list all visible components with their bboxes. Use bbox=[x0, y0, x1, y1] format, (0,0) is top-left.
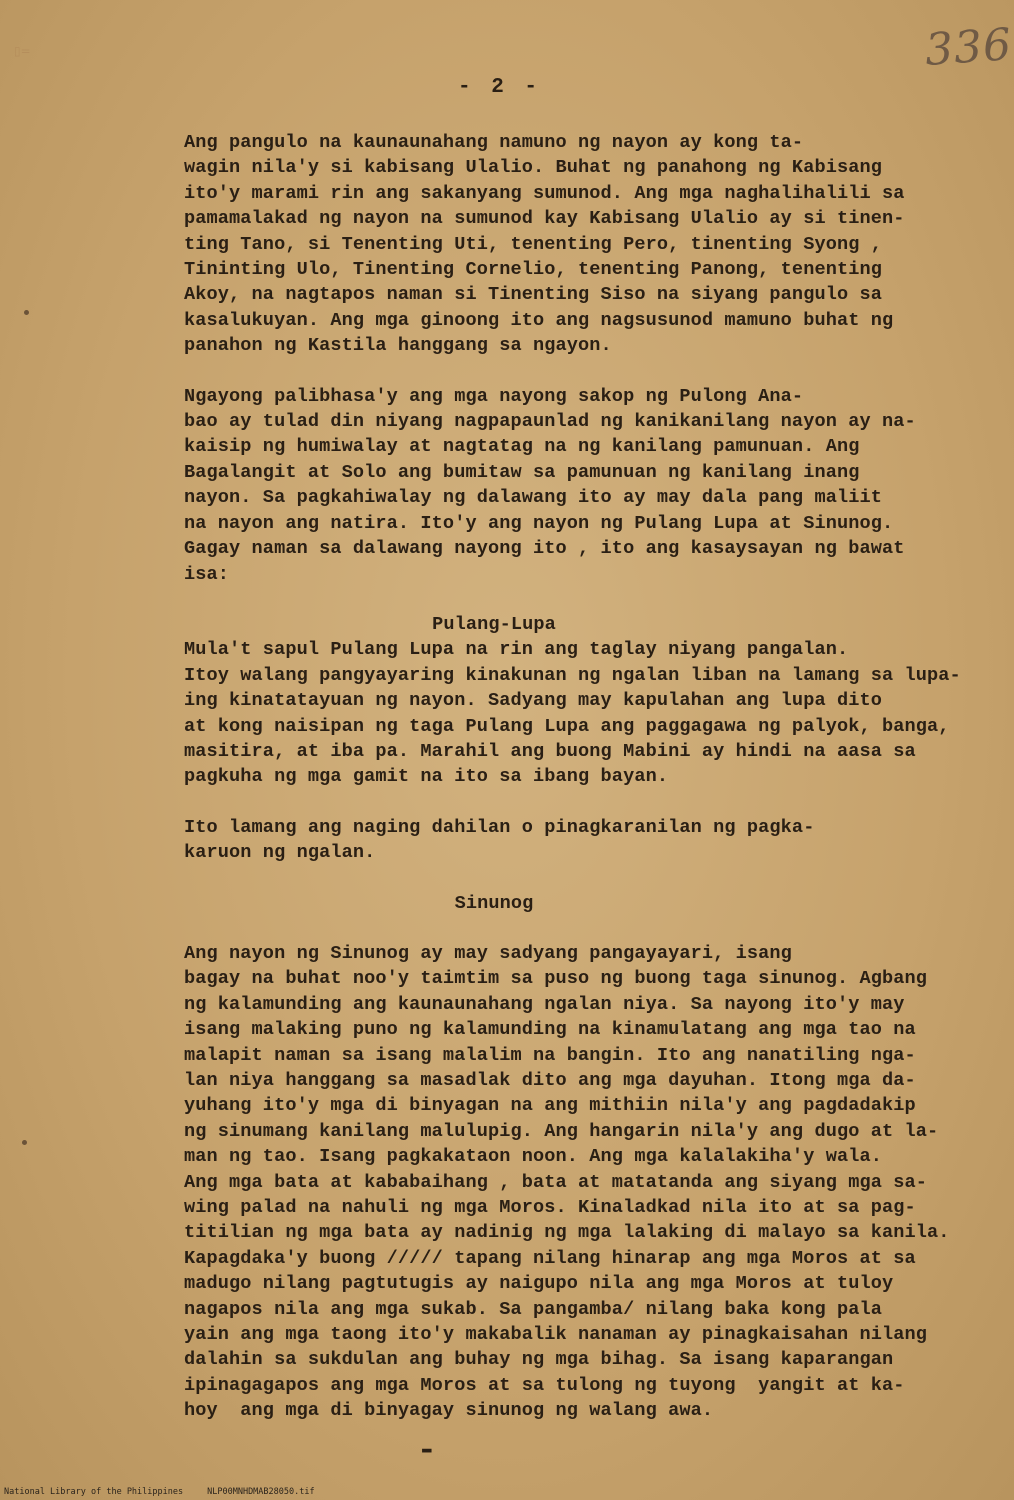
text-line: na nayon ang natira. Ito'y ang nayon ng Pulang Lupa at Sinunog. bbox=[184, 512, 894, 534]
text-line: ng kalamunding ang kaunaunahang ngalan niya. Sa nayong ito'y may bbox=[184, 993, 905, 1015]
text-line: hoy ang mga di binyagay sinunog ng walang awa. bbox=[184, 1400, 714, 1422]
text-line: nagapos nila ang mga sukab. Sa pangamba/ nilang baka kong pala bbox=[184, 1298, 882, 1320]
text-line: Akoy, na nagtapos naman si Tinenting Siso na siyang pangulo sa bbox=[184, 284, 882, 306]
text-line: Ito lamang ang naging dahilan o pinagkaranilan ng pagka- bbox=[184, 816, 815, 838]
margin-speck bbox=[24, 310, 29, 315]
text-line: yain ang mga taong ito'y makabalik nanaman ay pinagkaisahan nilang bbox=[184, 1324, 928, 1346]
text-line: ipinagagapos ang mga Moros at sa tulong ng tuyong yangit at ka- bbox=[184, 1374, 905, 1396]
text-line: Itoy walang pangyayaring kinakunan ng ngalan liban na lamang sa lupa- bbox=[184, 664, 961, 686]
text-line: ing kinatatayuan ng nayon. Sadyang may kapulahan ang lupa dito bbox=[184, 690, 882, 712]
text-line: karuon ng ngalan. bbox=[184, 842, 376, 864]
text-line: Ang mga bata at kababaihang , bata at matatanda ang siyang mga sa- bbox=[184, 1171, 928, 1193]
text-line: dalahin sa sukdulan ang buhay ng mga bihag. Sa isang kaparangan bbox=[184, 1349, 894, 1371]
paragraph-5 bbox=[64, 941, 950, 1424]
text-line: masitira, at iba pa. Marahil ang buong Mabini ay hindi na aasa sa bbox=[184, 740, 916, 762]
text-line: man ng tao. Isang pagkakataon noon. Ang mga kalalakiha'y wala. bbox=[184, 1146, 882, 1168]
text-line: kaisip ng humiwalay at nagtatag na ng kanilang pamunuan. Ang bbox=[184, 436, 860, 458]
bottom-mark: ▬ bbox=[422, 1440, 432, 1458]
text-line: at kong naisipan ng taga Pulang Lupa ang paggagawa ng palyok, banga, bbox=[184, 715, 950, 737]
text-line: titilian ng mga bata ay nadinig ng mga lalaking di malayo sa kanila. bbox=[184, 1222, 950, 1244]
page-header: - 2 - bbox=[457, 76, 541, 99]
text-line: wing palad na nahuli ng mga Moros. Kinaladkad nila ito at sa pag- bbox=[184, 1197, 916, 1219]
document-body bbox=[64, 130, 961, 1424]
section-heading-pulang-lupa: Pulang-Lupa bbox=[432, 613, 556, 635]
text-line: kasalukuyan. Ang mga ginoong ito ang nagsusunod mamuno buhat ng bbox=[184, 309, 894, 331]
text-line: malapit naman sa isang malalim na bangin. Ito ang nanatiling nga- bbox=[184, 1044, 916, 1066]
text-line: ito'y marami rin ang sakanyang sumunod. Ang mga naghalihalili sa bbox=[184, 182, 905, 204]
text-line: nayon. Sa pagkahiwalay ng dalawang ito ay may dala pang maliit bbox=[184, 487, 882, 509]
handwritten-page-number: 336 bbox=[923, 19, 1014, 76]
text-line: Mula't sapul Pulang Lupa na rin ang taglay niyang pangalan. bbox=[184, 639, 849, 661]
paragraph-2 bbox=[64, 384, 916, 587]
text-line: lan niya hanggang sa masadlak dito ang mga dayuhan. Itong mga da- bbox=[184, 1070, 916, 1091]
text-line: Tininting Ulo, Tinenting Cornelio, tenenting Panong, tenenting bbox=[184, 259, 882, 281]
corner-mark: ▯= bbox=[14, 44, 31, 58]
text-line: Ang pangulo na kaunaunahang namuno ng nayon ay kong ta- bbox=[184, 132, 804, 153]
text-line: Gagay naman sa dalawang nayong ito , ito ang kasaysayan ng bawat bbox=[184, 538, 905, 560]
section-heading-sinunog: Sinunog bbox=[454, 892, 534, 914]
paragraph-3 bbox=[64, 637, 961, 789]
margin-speck bbox=[22, 1140, 27, 1145]
text-line: pamamalakad ng nayon na sumunod kay Kabisang Ulalio ay si tinen- bbox=[184, 208, 905, 230]
scan-footer bbox=[4, 1487, 339, 1497]
text-line: Bagalangit at Solo ang bumitaw sa pamunuan ng kanilang inang bbox=[184, 461, 860, 483]
text-line: isang malaking puno ng kalamunding na kinamulatang ang mga tao na bbox=[184, 1019, 916, 1041]
text-line: Ang nayon ng Sinunog ay may sadyang pangayayari, isang bbox=[184, 942, 792, 964]
text-line: bagay na buhat noo'y taimtim sa puso ng buong taga sinunog. Agbang bbox=[184, 968, 928, 990]
footer-file-id: NLP00MNHDMAB28050.tif bbox=[207, 1487, 315, 1497]
paragraph-1 bbox=[64, 130, 904, 359]
text-line: madugo nilang pagtutugis ay naigupo nila ang mga Moros at tuloy bbox=[184, 1273, 894, 1295]
text-line: bao ay tulad din niyang nagpapaunlad ng kanikanilang nayon ay na- bbox=[184, 411, 916, 433]
text-line: pagkuha ng mga gamit na ito sa ibang bayan. bbox=[184, 766, 669, 788]
paragraph-4 bbox=[64, 815, 904, 866]
text-line: panahon ng Kastila hanggang sa ngayon. bbox=[184, 335, 612, 357]
text-line: isa: bbox=[184, 563, 230, 585]
text-line: ng sinumang kanilang malulupig. Ang hangarin nila'y ang dugo at la- bbox=[184, 1120, 939, 1142]
text-line: Ngayong palibhasa'y ang mga nayong sakop ng Pulong Ana- bbox=[184, 385, 804, 407]
text-line: yuhang ito'y mga di binyagan na ang mithiin nila'y ang pagdadakip bbox=[184, 1095, 916, 1117]
footer-institution: National Library of the Philippines bbox=[4, 1487, 184, 1497]
text-line: wagin nila'y si kabisang Ulalio. Buhat ng panahong ng Kabisang bbox=[184, 157, 882, 179]
text-line: Kapagdaka'y buong ///// tapang nilang hinarap ang mga Moros at sa bbox=[184, 1247, 916, 1269]
text-line: ting Tano, si Tenenting Uti, tenenting Pero, tinenting Syong , bbox=[184, 233, 882, 255]
